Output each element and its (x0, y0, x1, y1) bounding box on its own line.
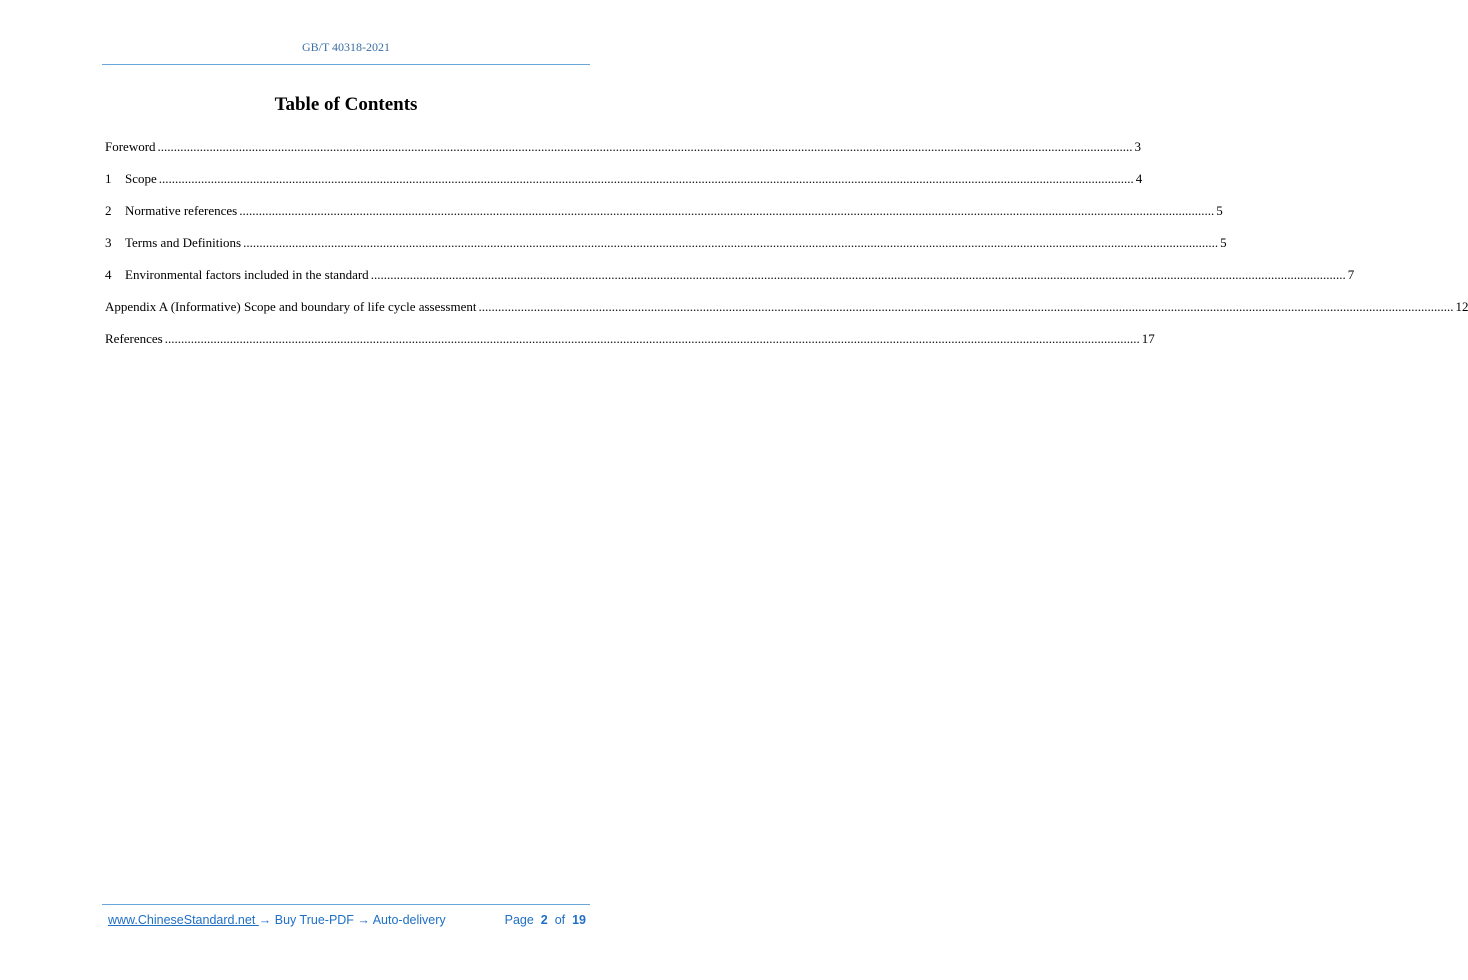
toc-leader-dots: ............................................................................................................................................................................................................................................................................................................ (478, 299, 1454, 314)
page-title: Table of Contents (274, 94, 418, 115)
total-pages-number: 19 (572, 913, 586, 927)
table-of-contents (105, 138, 1468, 362)
toc-entry-appendix-a[interactable] (105, 298, 1468, 330)
toc-section-number: 4 (105, 267, 112, 282)
toc-leader-dots: ............................................................................................................................................................................................................................................................................................................ (157, 139, 1133, 154)
current-page-number: 2 (540, 913, 548, 927)
toc-entry-normative-references[interactable] (105, 202, 1223, 234)
page-indicator (505, 913, 586, 927)
toc-page-number: 17 (1141, 331, 1155, 346)
toc-label: Appendix A (Informative) Scope and boundary of life cycle assessment (105, 299, 477, 314)
toc-entry-terms-and-definitions[interactable] (105, 234, 1227, 266)
toc-section-number: 1 (105, 171, 112, 186)
page-word: Page (504, 913, 534, 927)
toc-page-number: 7 (1347, 267, 1355, 282)
document-code-header: GB/T 40318-2021 (301, 40, 391, 54)
toc-label: References (105, 331, 163, 346)
toc-entry-scope[interactable] (105, 170, 1143, 202)
toc-leader-dots: ............................................................................................................................................................................................................................................................................................................ (164, 331, 1140, 346)
footer-promo (108, 913, 446, 927)
toc-label: Foreword (105, 139, 156, 154)
site-link[interactable]: www.ChineseStandard.net (108, 913, 259, 927)
toc-leader-dots: ............................................................................................................................................................................................................................................................................................................ (370, 267, 1346, 282)
toc-label: Terms and Definitions (125, 235, 242, 250)
toc-page-number: 5 (1220, 235, 1227, 250)
toc-entry-environmental-factors[interactable] (105, 266, 1355, 298)
toc-leader-dots: ............................................................................................................................................................................................................................................................................................................ (243, 235, 1219, 250)
page-of-word: of (554, 913, 566, 927)
toc-entry-foreword[interactable] (105, 138, 1142, 170)
toc-entry-references[interactable] (105, 330, 1155, 362)
toc-label: Normative references (125, 203, 238, 218)
toc-leader-dots: ............................................................................................................................................................................................................................................................................................................ (239, 203, 1215, 218)
toc-page-number: 5 (1216, 203, 1223, 218)
header-divider (102, 64, 590, 65)
footer-divider (102, 904, 590, 905)
toc-page-number: 3 (1134, 139, 1142, 154)
page-footer (108, 913, 586, 927)
toc-label: Scope (125, 171, 157, 186)
footer-tagline: → Buy True-PDF → Auto-delivery (258, 913, 446, 927)
toc-leader-dots: ............................................................................................................................................................................................................................................................................................................ (158, 171, 1134, 186)
toc-section-number: 3 (105, 235, 112, 250)
toc-page-number: 12 (1455, 299, 1468, 314)
toc-section-number: 2 (105, 203, 112, 218)
toc-page-number: 4 (1135, 171, 1143, 186)
toc-label: Environmental factors included in the standard (125, 267, 369, 282)
